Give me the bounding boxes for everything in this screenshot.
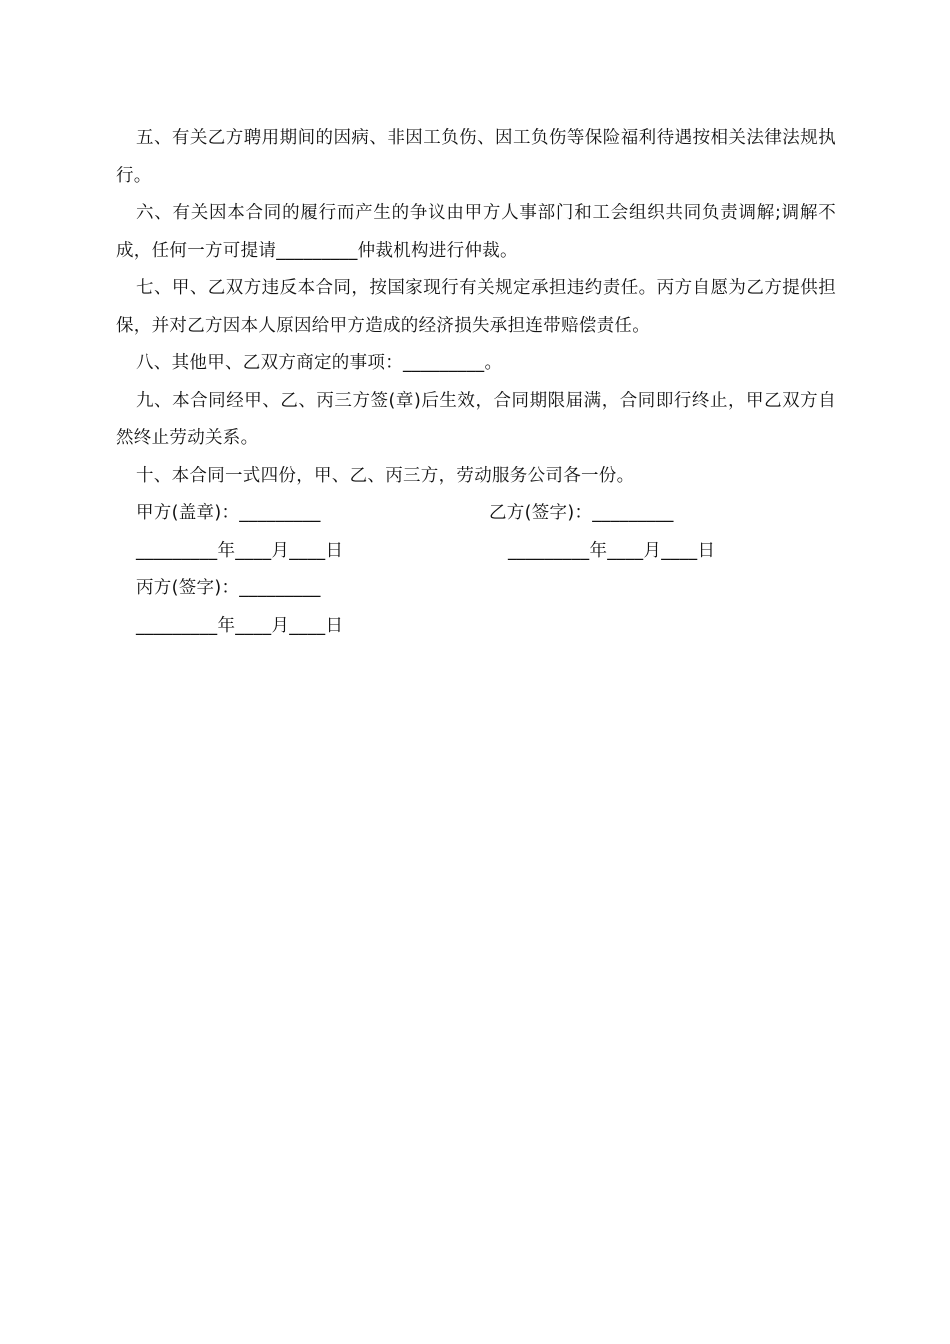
contract-body (116, 120, 836, 645)
party-a-signature: 甲方(盖章)：_________ (136, 503, 321, 523)
party-c-date: _________年____月____日 (136, 615, 344, 636)
clause-7: 七、甲、乙双方违反本合同，按国家现行有关规定承担违约责任。丙方自愿为乙方提供担保，并对乙方因本人原因给甲方造成的经济损失承担连带赔偿责任。 (116, 278, 836, 336)
party-b-date: _________年____月____日 (508, 540, 716, 561)
clause-8: 八、其他甲、乙双方商定的事项：_________。 (136, 353, 503, 373)
date-row-ab (116, 533, 836, 571)
party-c-signature: 丙方(签字)：_________ (136, 578, 321, 598)
clause-5: 五、有关乙方聘用期间的因病、非因工负伤、因工负伤等保险福利待遇按相关法律法规执行。 (116, 128, 836, 186)
signature-row-ab (116, 495, 836, 533)
date-row-c (116, 608, 836, 646)
signature-row-c (116, 570, 836, 608)
clause-10: 十、本合同一式四份，甲、乙、丙三方，劳动服务公司各一份。 (136, 465, 635, 486)
party-b-signature: 乙方(签字)：_________ (489, 503, 674, 523)
clause-9: 九、本合同经甲、乙、丙三方签(章)后生效，合同期限届满，合同即行终止，甲乙双方自然终止劳动关系。 (116, 390, 836, 448)
clause-6: 六、有关因本合同的履行而产生的争议由甲方人事部门和工会组织共同负责调解;调解不成，任何一方可提请_________仲裁机构进行仲裁。 (116, 203, 836, 261)
party-a-date: _________年____月____日 (136, 540, 344, 561)
